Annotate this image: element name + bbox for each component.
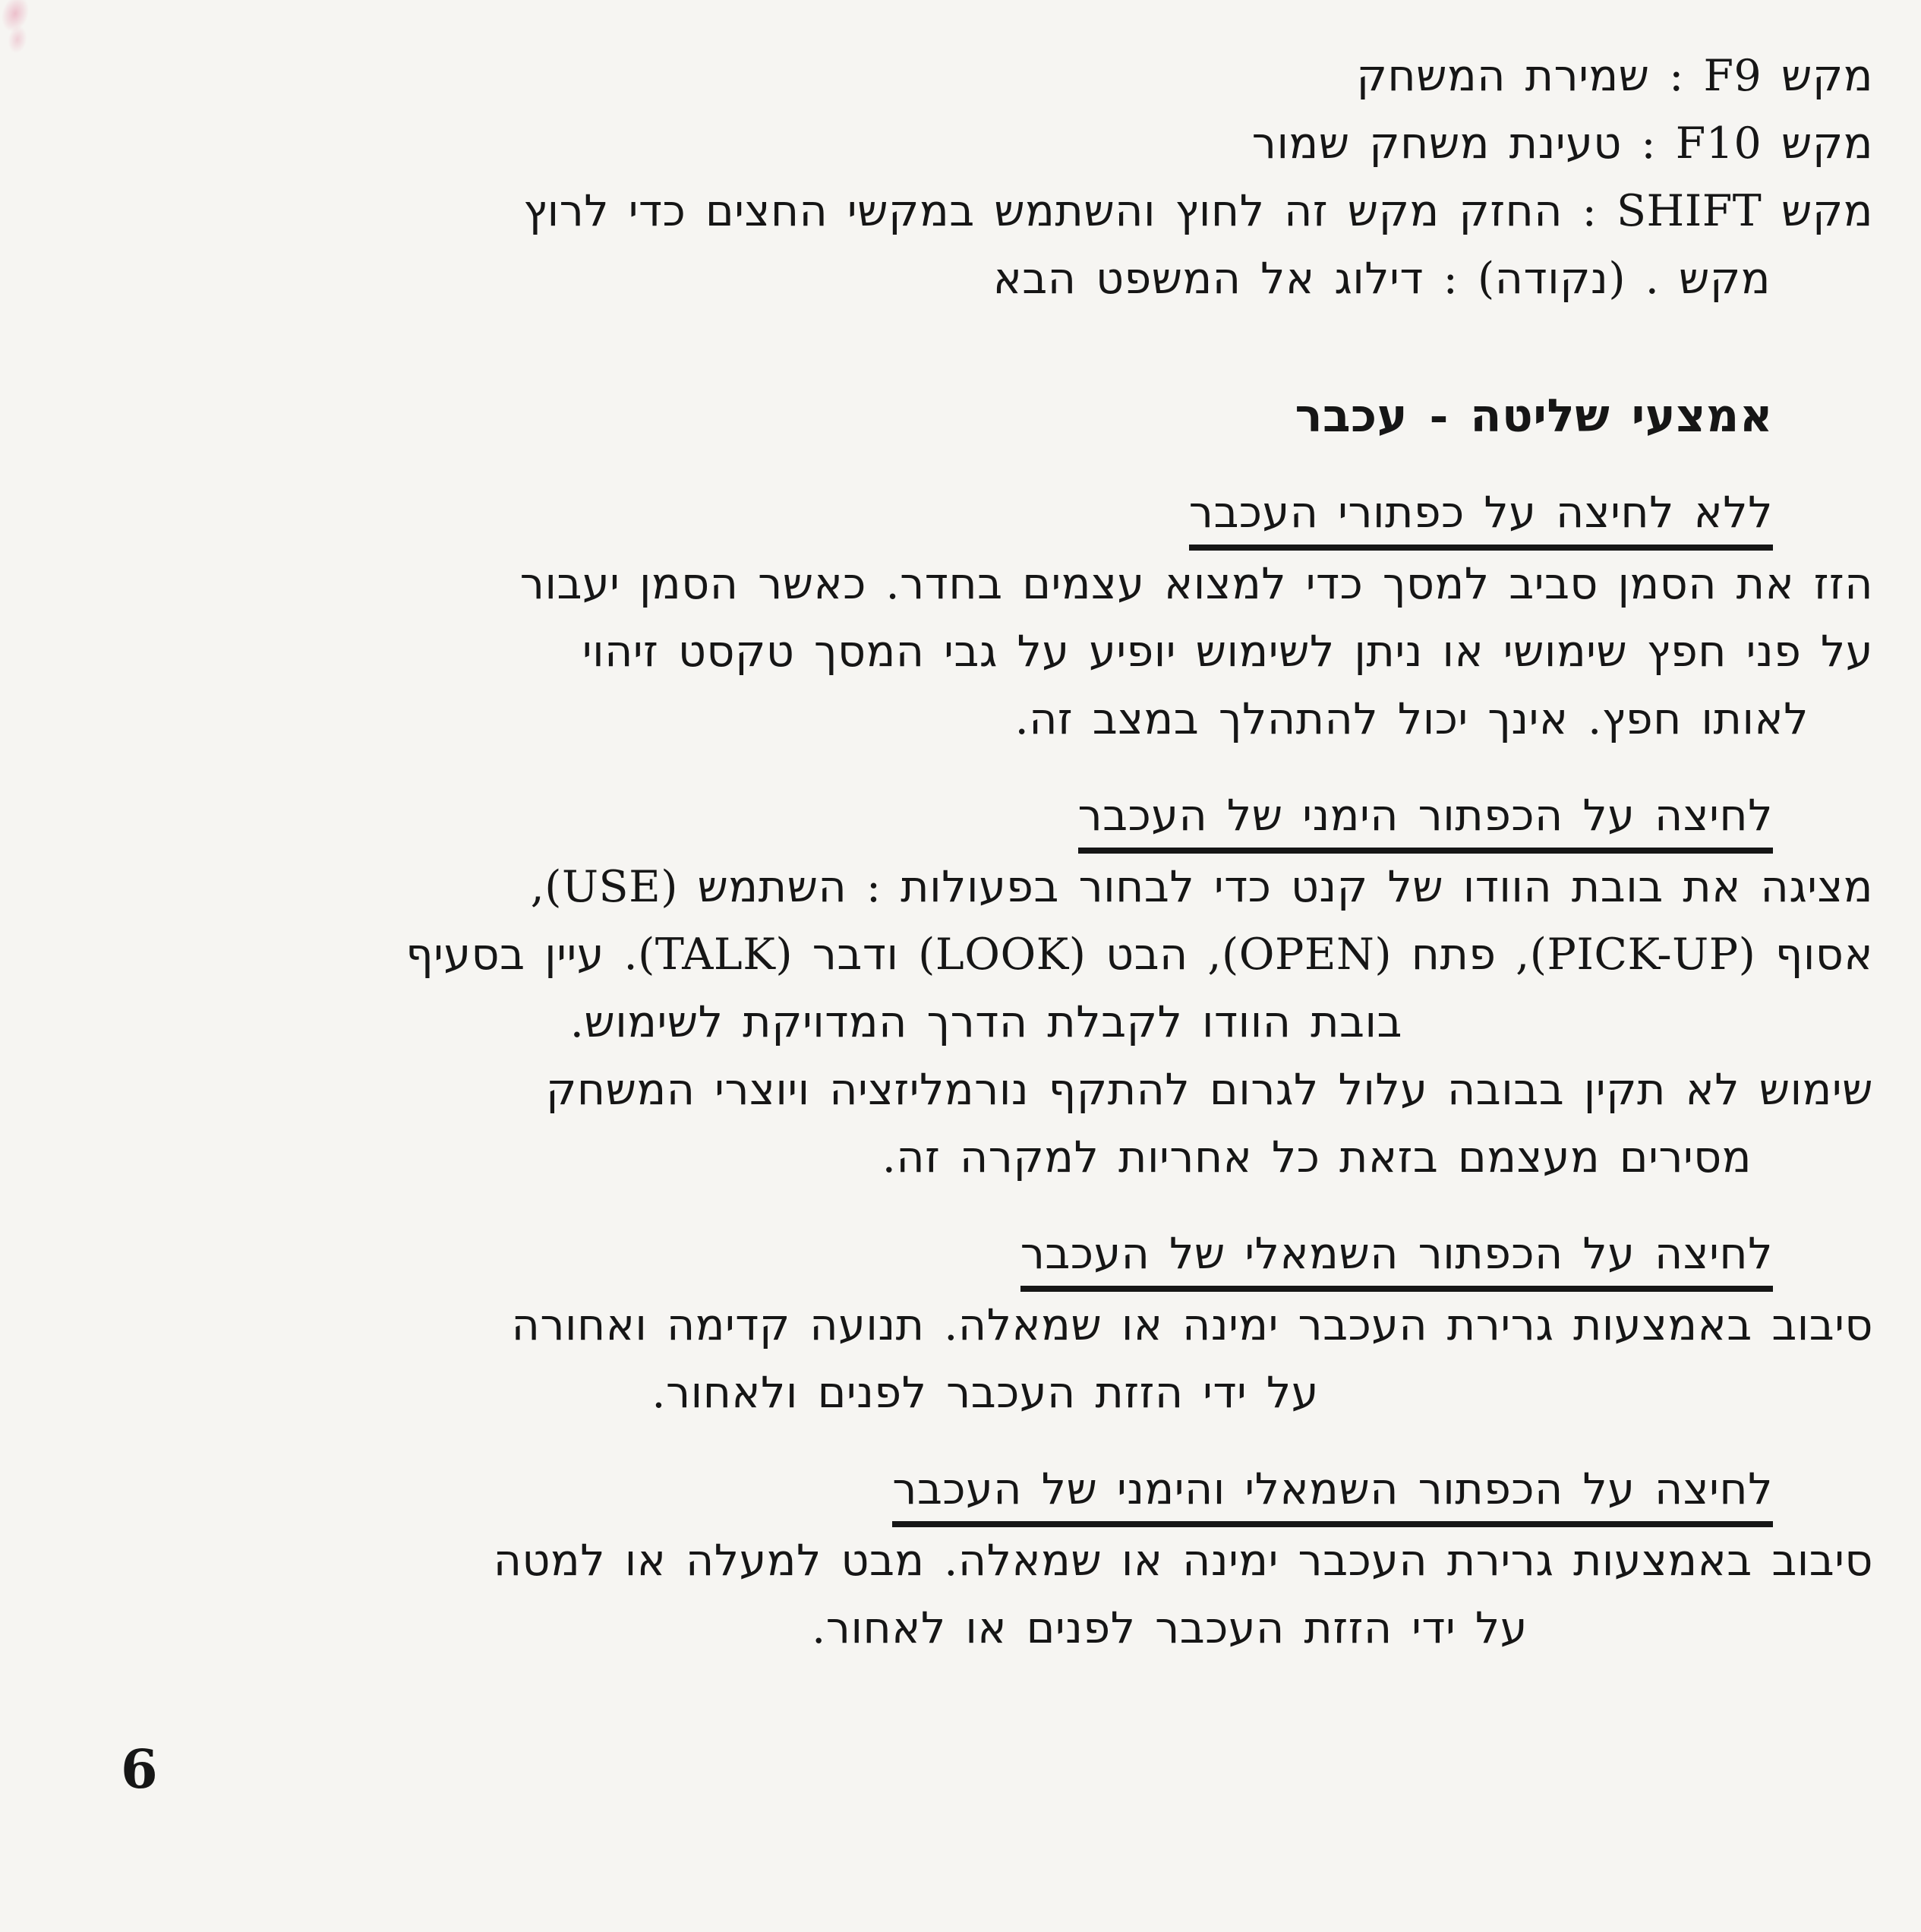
paragraph-line: מציגה את בובת הוודו של קנט כדי לבחור בפעולות : השתמש (USE), <box>531 862 1874 912</box>
paragraph-line: סיבוב באמצעות גרירת העכבר ימינה או שמאלה. מבט למעלה או למטה <box>494 1536 1874 1586</box>
subsection-heading-no-click <box>53 479 1774 551</box>
key-instruction-line-shift: מקש SHIFT : החזק מקש זה לחוץ והשתמש במקשי החצים כדי לרוץ <box>524 186 1874 236</box>
subsection-heading-text: לחיצה על הכפתור השמאלי של העכבר <box>1021 1226 1774 1292</box>
paragraph-line: בובת הוודו לקבלת הדרך המדויקת לשימוש. <box>570 997 1403 1047</box>
key-instruction-line-period: מקש . (נקודה) : דילוג אל המשפט הבא <box>993 254 1771 304</box>
paragraph-line: הזז את הסמן סביב למסך כדי למצוא עצמים בחדר. כאשר הסמן יעבור <box>520 559 1874 609</box>
key-instruction-line-f9: מקש F9 : שמירת המשחק <box>1357 51 1874 101</box>
subsection-heading-left-click <box>53 1220 1774 1292</box>
subsection-heading-left-right-click <box>53 1456 1774 1527</box>
subsection-heading-text: ללא לחיצה על כפתורי העכבר <box>1190 485 1774 551</box>
paragraph-line: על ידי הזזת העכבר לפנים או לאחור. <box>812 1603 1528 1653</box>
subsection-heading-right-click <box>53 782 1774 854</box>
paragraph-line: מסירים מעצמם בזאת כל אחריות למקרה זה. <box>882 1132 1752 1182</box>
paragraph-line: על ידי הזזת העכבר לפנים ולאחור. <box>652 1368 1320 1418</box>
paragraph-line: לאותו חפץ. אינך יכול להתהלך במצב זה. <box>1015 694 1809 744</box>
key-instruction-line-f10: מקש F10 : טעינת משחק שמור <box>1252 118 1874 169</box>
subsection-heading-text: לחיצה על הכפתור השמאלי והימני של העכבר <box>893 1462 1774 1527</box>
paragraph-line: סיבוב באמצעות גרירת העכבר ימינה או שמאלה. תנועה קדימה ואחורה <box>512 1300 1874 1350</box>
paragraph-line: אסוף (PICK-UP), פתח (OPEN), הבט (LOOK) ודבר (TALK). עיין בסעיף <box>406 930 1874 980</box>
page-number: 6 <box>121 1738 159 1801</box>
paragraph-line: שימוש לא תקין בבובה עלול לגרום להתקף נורמליזציה ויוצרי המשחק <box>546 1065 1874 1115</box>
subsection-heading-text: לחיצה על הכפתור הימני של העכבר <box>1079 788 1774 854</box>
paragraph-line: על פני חפץ שימושי או ניתן לשימוש יופיע על גבי המסך טקסט זיהוי <box>582 627 1874 677</box>
section-title-mouse-controls: אמצעי שליטה - עכבר <box>1295 390 1774 443</box>
